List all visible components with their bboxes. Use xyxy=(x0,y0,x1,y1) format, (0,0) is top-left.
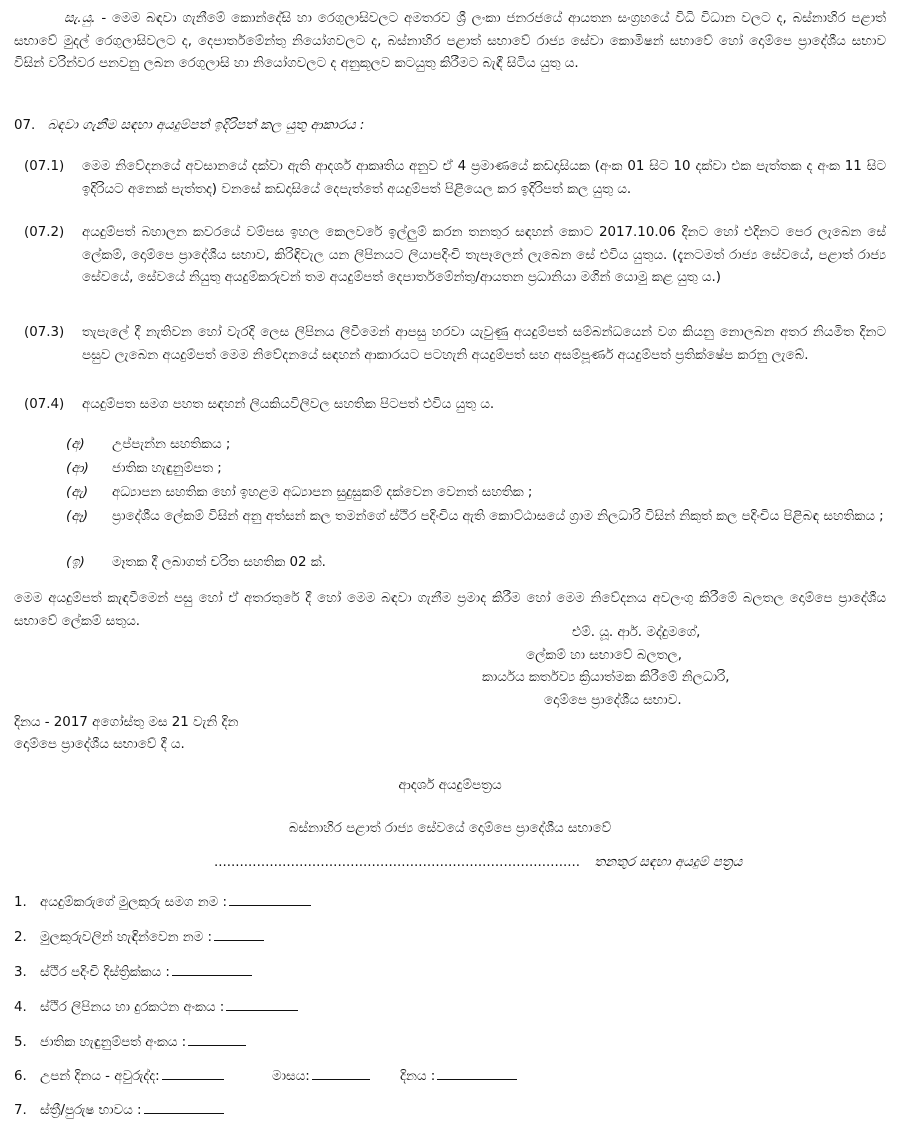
field-row-2 xyxy=(40,927,264,950)
birth-month-label: මාසය: xyxy=(271,1069,310,1084)
subitem-number-i: (ඉ) xyxy=(66,555,85,570)
field-row-3 xyxy=(40,962,252,985)
field-blank-2[interactable] xyxy=(214,940,264,941)
field-number-7: 7. xyxy=(14,1103,27,1118)
field-number-4: 4. xyxy=(14,1000,27,1015)
field-blank-7[interactable] xyxy=(144,1113,224,1114)
birth-year-blank[interactable] xyxy=(162,1079,224,1080)
note-paragraph xyxy=(14,8,886,76)
field-blank-5[interactable] xyxy=(188,1045,246,1046)
subitem-number-aa: (ආ) xyxy=(66,461,89,476)
section-heading xyxy=(14,115,874,138)
item-number-07-2: (07.2) xyxy=(24,225,65,240)
signature-block xyxy=(480,622,880,712)
field-label-6: උපන් දිනය - අවුරුද්ද: xyxy=(40,1069,160,1084)
signature-line-2: ලේකම් හා සභාවේ බලතල, xyxy=(526,647,683,663)
field-row-6 xyxy=(40,1066,600,1089)
item-number-07-4: (07.4) xyxy=(24,397,65,412)
form-subtitle: බස්නාහිර පළාත් රාජ්‍ය සේවයේ දොම්පෙ ප්‍රාදේශීය සභාවේ xyxy=(288,821,612,836)
field-label-3: ස්ථිර පදිංචි දිස්ත්‍රික්කය : xyxy=(40,965,170,980)
form-post-line xyxy=(214,852,814,875)
item-text-07-3: තැපැලේ දී නැතිවන හෝ වැරදි ලෙස ලිපිනය ලිවීමෙන් ආපසු හරවා යැවුණු අයදුම්පත් සම්බන්ධයෙන් වග කියනු නොලබන අතර නියමිත දිනට පසුව ලැබෙන අයදුම්පත් මෙම නිවේදනයේ සඳහන් ආකාරයට පටහැනි අයදුම්පත් සහ අසම්පූර්ණ අයදුම්පත් ප්‍රතික්ෂේප කරනු ලැබේ. xyxy=(82,325,886,363)
item-number-07-1: (07.1) xyxy=(24,159,65,174)
field-number-3: 3. xyxy=(14,965,27,980)
birth-month-blank[interactable] xyxy=(312,1079,370,1080)
post-dots: ...................................................................................... xyxy=(214,855,581,870)
item-text-07-4: අයදුම්පත සමග පහත සඳහන් ලියකියවිලිවල සහතික පිටපත් එවිය යුතු ය. xyxy=(82,397,495,412)
signature-line-3: කාර්යය කර්තව්‍ය ක්‍රියාත්මක කිරීමේ නිලධාරි, xyxy=(482,670,730,685)
place-line: දොම්පෙ ප්‍රාදේශීය සභාවේ දී ය. xyxy=(14,737,185,752)
field-number-1: 1. xyxy=(14,895,27,910)
field-number-2: 2. xyxy=(14,930,27,945)
item-text-07-1: මෙම නිවේදනයේ අවසානයේ දක්වා ඇති ආදර්ශ ආකෘතිය අනුව ඒ 4 ප්‍රමාණයේ කඩදාසියක (අංක 01 සිට 10 දක්වා එක පැත්තක ද අංක 11 සිට ඉදිරියට අනෙක් පැත්තද) වනසේ කඩදාසියේ දෙපැත්තේ අයදුම්පත් පිළියෙල කර ඉදිරිපත් කල යුතු ය. xyxy=(82,159,886,197)
field-number-5: 5. xyxy=(14,1035,27,1050)
field-row-4 xyxy=(40,997,298,1020)
birth-day-blank[interactable] xyxy=(437,1079,517,1080)
field-row-7 xyxy=(40,1100,224,1123)
field-row-5 xyxy=(40,1032,246,1055)
field-label-2: මුලකුරුවලින් හැඳින්වෙන නම : xyxy=(40,930,213,945)
signature-line-1: එම්. යූ. ආර්. මද්දුමගේ, xyxy=(572,625,701,640)
field-label-7: ස්ත්‍රී/පුරුෂ භාවය : xyxy=(40,1103,142,1118)
field-row-1 xyxy=(40,892,311,915)
note-label: සැ.යු. xyxy=(64,11,96,26)
subitem-number-aee: (ඈ) xyxy=(66,509,89,524)
note-text: - මෙම බඳවා ගැනීමේ කොන්දේසි හා රෙගුලාසිවලට අමතරව ශ්‍රී ලංකා ජනරජයේ ආයතන සංග්‍රහයේ විධි විධාන වලට ද, බස්නාහිර පළාත් සභාවේ මුදල් රෙගුලාසිවලට ද, දෙපාර්තමේන්තු නියෝගවලට ද, බස්නාහිර පළාත් සභාවේ රාජ්‍ය සේවා කොමිෂන් සභාවේ හෝ දොම්පෙ ප්‍රාදේශීය සභාව විසින් වරින්වර පනවනු ලබන රෙගුලාසි හා නියෝගවලට ද අනුකූලව කටයුතු කිරීමට බැඳී සිටිය යුතු ය. xyxy=(14,11,886,71)
field-number-6: 6. xyxy=(14,1069,27,1084)
post-label: තනතුර සඳහා අයදුම් පත්‍රය xyxy=(594,855,743,870)
date-line: දිනය - 2017 අගෝස්තු මස 21 වැනි දින xyxy=(14,715,239,730)
field-label-1: අයදුම්කරුගේ මුලකුරු සමග නම : xyxy=(40,895,227,910)
field-label-4: ස්ථිර ලිපිනය හා දුරකථන අංකය : xyxy=(40,1000,225,1015)
field-label-5: ජාතික හැඳුනුම්පත් අංකය : xyxy=(40,1035,187,1050)
field-blank-3[interactable] xyxy=(172,975,252,976)
subitem-number-a: (අ) xyxy=(66,437,85,452)
authority-paragraph: මෙම අයදුම්පත් කැඳවීමෙන් පසු හෝ ඒ අතරතුරේ දී හෝ මෙම බඳවා ගැනීම ප්‍රමාද කිරීම හෝ මෙම නිවේදනය අවලංගු කිරීමේ බලතල දොම්පෙ ප්‍රාදේශීය සභාවේ ලේකම් සතුය. xyxy=(14,591,886,629)
section-heading-text: බඳවා ගැනීම සඳහා අයදුම්පත් ඉදිරිපත් කල යුතු ආකාරය : xyxy=(47,118,365,133)
subitem-text-i: මෑතක දී ලබාගත් චරිත සහතික 02 ක්. xyxy=(112,555,326,570)
subitem-number-ae: (ඇ) xyxy=(66,485,89,500)
form-title: ආදර්ශ අයදුම්පත්‍රය xyxy=(398,778,502,793)
signature-line-4: දොම්පෙ ප්‍රාදේශීය සභාව. xyxy=(544,692,682,708)
subitem-text-aa: ජාතික හැඳුනුම්පත ; xyxy=(112,461,222,476)
subitem-text-aee: ප්‍රාදේශීය ලේකම් විසින් අනු අත්සන් කල තමන්ගේ ස්ථිර පදිංචිය ඇති කොට්ඨාසයේ ග්‍රාම නිලධාරි විසින් නිකුත් කල පදිංචිය පිළිබඳ සහතිකය ; xyxy=(112,509,884,524)
item-number-07-3: (07.3) xyxy=(24,325,65,340)
subitem-text-a: උප්පැන්න සහතිකය ; xyxy=(112,437,231,452)
section-number: 07. xyxy=(14,118,36,133)
birth-day-label: දිනය : xyxy=(400,1069,436,1084)
field-blank-4[interactable] xyxy=(226,1010,298,1011)
item-text-07-2: අයදුම්පත් බහාලන කවරයේ වම්පස ඉහල කෙලවරේ ඉල්ලුම් කරන තනතුර සඳහන් කොට 2017.10.06 දිනට හෝ එදිනට පෙර ලැබෙන සේ ලේකම්, දොම්පෙ ප්‍රාදේශීය සභාව, කිරිඳිවැල යන ලිපිනයට ලියාපදිංචි තැපෑලෙන් ලැබෙන සේ එවිය යුතුය. (දැනටමත් රාජ්‍ය සේවයේ, පළාත් රාජ්‍ය සේවයේ, සේවයේ නියුතු අයදුම්කරුවන් තම අයදුම්පත් දෙපාර්තමේන්තු/ආයතන ප්‍රධානියා මගින් යොමු කළ යුතු ය.) xyxy=(82,225,886,285)
field-blank-1[interactable] xyxy=(229,905,311,906)
subitem-text-ae: අධ්‍යාපන සහතික හෝ ඉහළම අධ්‍යාපන සුදුසුකම් දක්වෙන වෙනත් සහතික ; xyxy=(112,485,533,500)
